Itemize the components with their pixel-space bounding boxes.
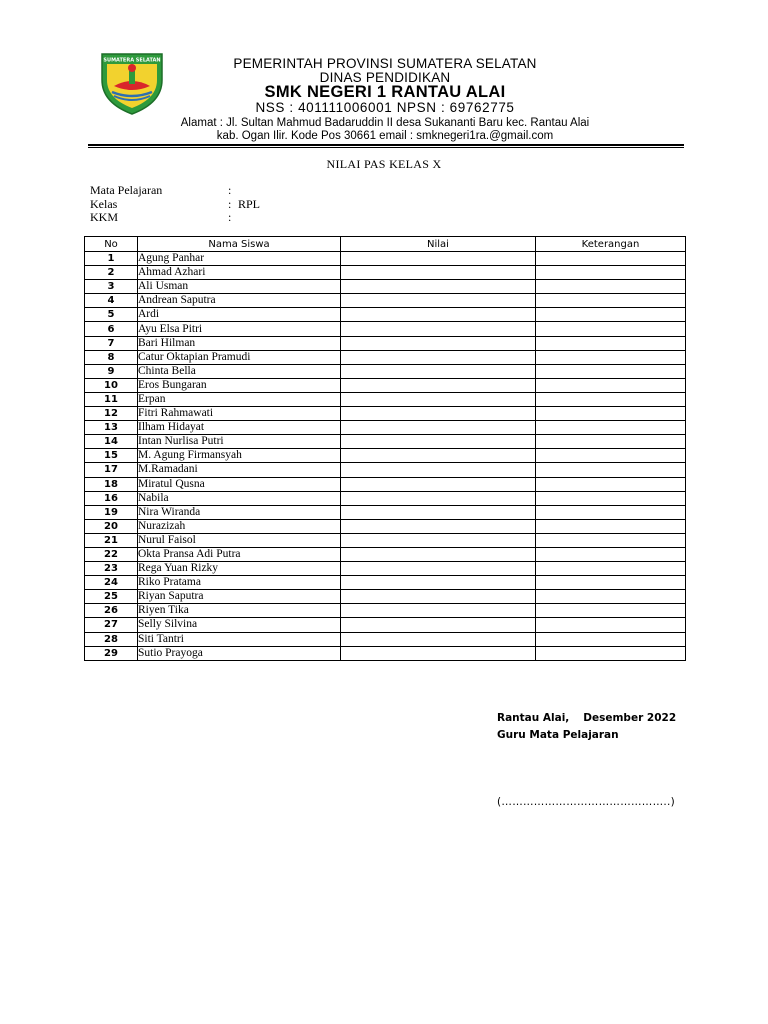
- row-number: 3: [85, 280, 138, 294]
- table-row: [85, 505, 686, 519]
- note-cell[interactable]: [536, 280, 686, 294]
- table-row: [85, 463, 686, 477]
- student-name: Ardi: [138, 308, 341, 322]
- student-name: Andrean Saputra: [138, 294, 341, 308]
- note-cell[interactable]: [536, 632, 686, 646]
- note-cell[interactable]: [536, 336, 686, 350]
- score-cell[interactable]: [341, 604, 536, 618]
- table-row: [85, 632, 686, 646]
- score-cell[interactable]: [341, 547, 536, 561]
- score-cell[interactable]: [341, 646, 536, 660]
- table-row: [85, 533, 686, 547]
- row-number: 7: [85, 336, 138, 350]
- score-cell[interactable]: [341, 350, 536, 364]
- student-name: Ahmad Azhari: [138, 266, 341, 280]
- student-name: Ali Usman: [138, 280, 341, 294]
- student-name: Sutio Prayoga: [138, 646, 341, 660]
- signature-role: Guru Mata Pelajaran: [497, 729, 619, 741]
- header-name: Nama Siswa: [138, 237, 341, 252]
- meta-class: [90, 198, 260, 212]
- note-cell[interactable]: [536, 646, 686, 660]
- table-row: [85, 519, 686, 533]
- student-name: Okta Pransa Adi Putra: [138, 547, 341, 561]
- table-row: [85, 294, 686, 308]
- row-number: 12: [85, 407, 138, 421]
- score-cell[interactable]: [341, 378, 536, 392]
- meta-label: KKM: [90, 210, 119, 224]
- row-number: 25: [85, 590, 138, 604]
- note-cell[interactable]: [536, 252, 686, 266]
- meta-label: Mata Pelajaran: [90, 183, 163, 197]
- score-cell[interactable]: [341, 576, 536, 590]
- note-cell[interactable]: [536, 449, 686, 463]
- table-row: [85, 477, 686, 491]
- row-number: 2: [85, 266, 138, 280]
- meta-colon: :: [228, 196, 232, 211]
- row-number: 16: [85, 491, 138, 505]
- school-address: Alamat : Jl. Sultan Mahmud Badaruddin II desa Sukananti Baru kec. Rantau Alai: [180, 117, 590, 129]
- table-row: [85, 618, 686, 632]
- table-row: [85, 576, 686, 590]
- score-cell[interactable]: [341, 477, 536, 491]
- header-note: Keterangan: [536, 237, 686, 252]
- note-cell[interactable]: [536, 562, 686, 576]
- table-row: [85, 364, 686, 378]
- row-number: 8: [85, 350, 138, 364]
- table-row: [85, 280, 686, 294]
- meta-colon: :: [228, 183, 232, 197]
- signature-place-date: [497, 712, 676, 724]
- table-row: [85, 308, 686, 322]
- row-number: 18: [85, 477, 138, 491]
- student-name: Nabila: [138, 491, 341, 505]
- note-cell[interactable]: [536, 407, 686, 421]
- score-cell[interactable]: [341, 392, 536, 406]
- table-row: [85, 604, 686, 618]
- student-name: Bari Hilman: [138, 336, 341, 350]
- table-row: [85, 407, 686, 421]
- meta-label: Kelas: [90, 196, 118, 211]
- score-cell[interactable]: [341, 308, 536, 322]
- note-cell[interactable]: [536, 491, 686, 505]
- student-name: Eros Bungaran: [138, 378, 341, 392]
- score-cell[interactable]: [341, 266, 536, 280]
- note-cell[interactable]: [536, 463, 686, 477]
- score-cell[interactable]: [341, 463, 536, 477]
- row-number: 14: [85, 435, 138, 449]
- meta-kkm: [90, 211, 260, 225]
- row-number: 15: [85, 449, 138, 463]
- row-number: 29: [85, 646, 138, 660]
- note-cell[interactable]: [536, 266, 686, 280]
- note-cell[interactable]: [536, 350, 686, 364]
- score-cell[interactable]: [341, 519, 536, 533]
- student-name: Rega Yuan Rizky: [138, 562, 341, 576]
- student-name: Chinta Bella: [138, 364, 341, 378]
- row-number: 26: [85, 604, 138, 618]
- school-ids: NSS : 401111006001 NPSN : 69762775: [255, 100, 515, 115]
- row-number: 24: [85, 576, 138, 590]
- row-number: 9: [85, 364, 138, 378]
- score-cell[interactable]: [341, 533, 536, 547]
- score-cell[interactable]: [341, 491, 536, 505]
- note-cell[interactable]: [536, 435, 686, 449]
- note-cell[interactable]: [536, 294, 686, 308]
- table-row: [85, 336, 686, 350]
- row-number: 23: [85, 562, 138, 576]
- student-name: Fitri Rahmawati: [138, 407, 341, 421]
- header-no: No: [85, 237, 138, 252]
- score-cell[interactable]: [341, 322, 536, 336]
- header-score: Nilai: [341, 237, 536, 252]
- score-cell[interactable]: [341, 407, 536, 421]
- row-number: 11: [85, 392, 138, 406]
- table-header-row: [85, 237, 686, 252]
- signature-date: Desember 2022: [583, 712, 677, 724]
- score-cell[interactable]: [341, 294, 536, 308]
- student-name: Selly Silvina: [138, 618, 341, 632]
- letterhead: [0, 0, 768, 150]
- score-cell[interactable]: [341, 435, 536, 449]
- score-cell[interactable]: [341, 280, 536, 294]
- table-row: [85, 378, 686, 392]
- row-number: 21: [85, 533, 138, 547]
- note-cell[interactable]: [536, 477, 686, 491]
- student-name: Ilham Hidayat: [138, 421, 341, 435]
- school-name: SMK NEGERI 1 RANTAU ALAI: [264, 83, 506, 101]
- student-name: Ayu Elsa Pitri: [138, 322, 341, 336]
- letterhead-text: [150, 56, 620, 143]
- department-name: DINAS PENDIDIKAN: [319, 70, 451, 85]
- score-cell[interactable]: [341, 336, 536, 350]
- score-cell[interactable]: [341, 590, 536, 604]
- note-cell[interactable]: [536, 519, 686, 533]
- school-contact: kab. Ogan Ilir. Kode Pos 30661 email : smknegeri1ra.@gmail.com: [216, 130, 554, 142]
- row-number: 27: [85, 618, 138, 632]
- student-name: Miratul Qusna: [138, 477, 341, 491]
- table-row: [85, 266, 686, 280]
- document-meta: [90, 184, 260, 225]
- note-cell[interactable]: [536, 378, 686, 392]
- government-name: PEMERINTAH PROVINSI SUMATERA SELATAN: [233, 56, 537, 71]
- score-cell[interactable]: [341, 449, 536, 463]
- note-cell[interactable]: [536, 364, 686, 378]
- note-cell[interactable]: [536, 604, 686, 618]
- letterhead-divider: [88, 144, 684, 148]
- row-number: 19: [85, 505, 138, 519]
- score-cell[interactable]: [341, 632, 536, 646]
- row-number: 4: [85, 294, 138, 308]
- note-cell[interactable]: [536, 533, 686, 547]
- row-number: 22: [85, 547, 138, 561]
- note-cell[interactable]: [536, 547, 686, 561]
- signature-line: (………………………………………..): [497, 796, 676, 808]
- score-cell[interactable]: [341, 562, 536, 576]
- student-name: Nurazizah: [138, 519, 341, 533]
- note-cell[interactable]: [536, 505, 686, 519]
- score-cell[interactable]: [341, 421, 536, 435]
- emblem-label: SUMATERA SELATAN: [103, 57, 161, 64]
- table-body: [85, 252, 686, 661]
- table-row: [85, 435, 686, 449]
- student-name: Siti Tantri: [138, 632, 341, 646]
- meta-colon: :: [228, 210, 232, 224]
- score-cell[interactable]: [341, 505, 536, 519]
- table-row: [85, 449, 686, 463]
- row-number: 13: [85, 421, 138, 435]
- meta-subject: [90, 184, 260, 198]
- note-cell[interactable]: [536, 421, 686, 435]
- table-row: [85, 421, 686, 435]
- grades-table: [84, 236, 686, 661]
- note-cell[interactable]: [536, 308, 686, 322]
- student-name: Riko Pratama: [138, 576, 341, 590]
- row-number: 1: [85, 252, 138, 266]
- table-row: [85, 322, 686, 336]
- note-cell[interactable]: [536, 576, 686, 590]
- table-row: [85, 547, 686, 561]
- student-name: Nira Wiranda: [138, 505, 341, 519]
- student-name: M. Agung Firmansyah: [138, 449, 341, 463]
- score-cell[interactable]: [341, 252, 536, 266]
- student-name: Erpan: [138, 392, 341, 406]
- table-row: [85, 590, 686, 604]
- note-cell[interactable]: [536, 590, 686, 604]
- row-number: 17: [85, 463, 138, 477]
- table-row: [85, 252, 686, 266]
- table-row: [85, 350, 686, 364]
- table-row: [85, 392, 686, 406]
- table-row: [85, 491, 686, 505]
- student-name: Riyan Saputra: [138, 590, 341, 604]
- student-name: Riyen Tika: [138, 604, 341, 618]
- student-name: Agung Panhar: [138, 252, 341, 266]
- student-name: Intan Nurlisa Putri: [138, 435, 341, 449]
- row-number: 20: [85, 519, 138, 533]
- row-number: 10: [85, 378, 138, 392]
- score-cell[interactable]: [341, 618, 536, 632]
- row-number: 5: [85, 308, 138, 322]
- signature-place: Rantau Alai,: [497, 712, 570, 724]
- student-name: M.Ramadani: [138, 463, 341, 477]
- note-cell[interactable]: [536, 322, 686, 336]
- note-cell[interactable]: [536, 392, 686, 406]
- score-cell[interactable]: [341, 364, 536, 378]
- student-name: Nurul Faisol: [138, 533, 341, 547]
- table-row: [85, 646, 686, 660]
- row-number: 6: [85, 322, 138, 336]
- table-row: [85, 562, 686, 576]
- student-name: Catur Oktapian Pramudi: [138, 350, 341, 364]
- row-number: 28: [85, 632, 138, 646]
- document-title: NILAI PAS KELAS X: [326, 157, 442, 171]
- meta-value: RPL: [238, 196, 261, 211]
- note-cell[interactable]: [536, 618, 686, 632]
